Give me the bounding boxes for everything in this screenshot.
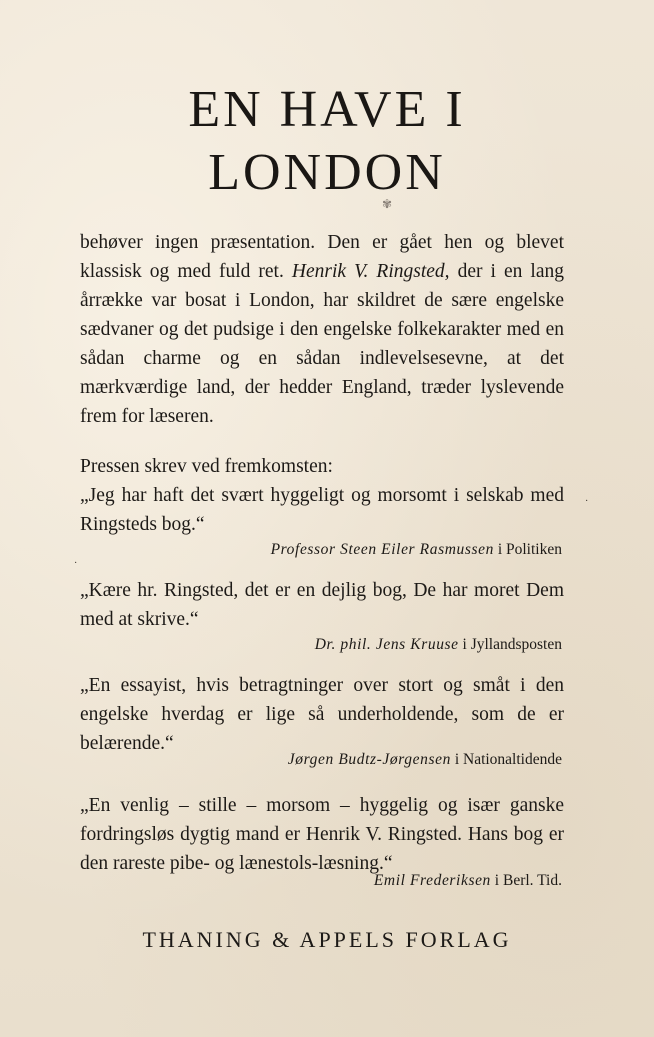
- press-quote: „En venlig – stille – morsom – hyggelig og især ganske fordringsløs dygtig mand er Henrik V. Ringsted. Hans bog er den rareste pibe- og lænestols-læsning.“: [80, 795, 564, 874]
- press-quote: „Jeg har haft det svært hyggeligt og morsomt i selskab med Ringsteds bog.“: [80, 485, 564, 535]
- intro-text-after: der i en lang årrække var bosat i London, har skildret de sære engelske sædvaner og det pudsige i den engelske folkekarakter med en sådan charme og en sådan indlevelsesevne, at det mærkværdige land, der hedder England, træder lyslevende frem for læseren.: [80, 261, 564, 427]
- title-line-1: EN HAVE I: [188, 81, 466, 138]
- publisher-name: THANING & APPELS FORLAG: [142, 927, 512, 952]
- quote-author: Emil Frederiksen: [373, 872, 491, 889]
- quote-publication: i Nationaltidende: [454, 751, 562, 768]
- quote-author: Professor Steen Eiler Rasmussen: [270, 541, 494, 558]
- quote-source: [271, 540, 562, 560]
- quote-publication: i Jyllandsposten: [462, 636, 562, 653]
- paper-speck: ·: [74, 558, 78, 569]
- press-quote: „En essayist, hvis betragtninger over stort og småt i den engelske hverdag er lige så underholdende, som de er belærende.“: [80, 675, 564, 754]
- quote-source: [374, 871, 562, 891]
- press-quote: „Kære hr. Ringsted, det er en dejlig bog, De har moret Dem med at skrive.“: [80, 580, 564, 630]
- quote-publication: i Berl. Tid.: [494, 872, 562, 889]
- paper-speck: ·: [585, 496, 589, 507]
- quote-author: Jørgen Budtz-Jørgensen: [287, 751, 451, 768]
- quote-source: [288, 750, 562, 770]
- ornament-icon: ✾: [382, 197, 393, 211]
- quote-source: [315, 635, 562, 655]
- quote-author: Dr. phil. Jens Kruuse: [314, 636, 459, 653]
- intro-paragraph: [80, 228, 564, 431]
- quote-publication: i Politiken: [497, 541, 562, 558]
- intro-author: Henrik V. Ringsted,: [291, 261, 450, 282]
- press-lead: Pressen skrev ved fremkomsten:: [80, 456, 333, 477]
- title-line-2: LONDON: [208, 144, 446, 201]
- intro-text-before: behøver ingen præsentation. Den er gået hen og blevet klassisk og med fuld ret.: [80, 232, 564, 282]
